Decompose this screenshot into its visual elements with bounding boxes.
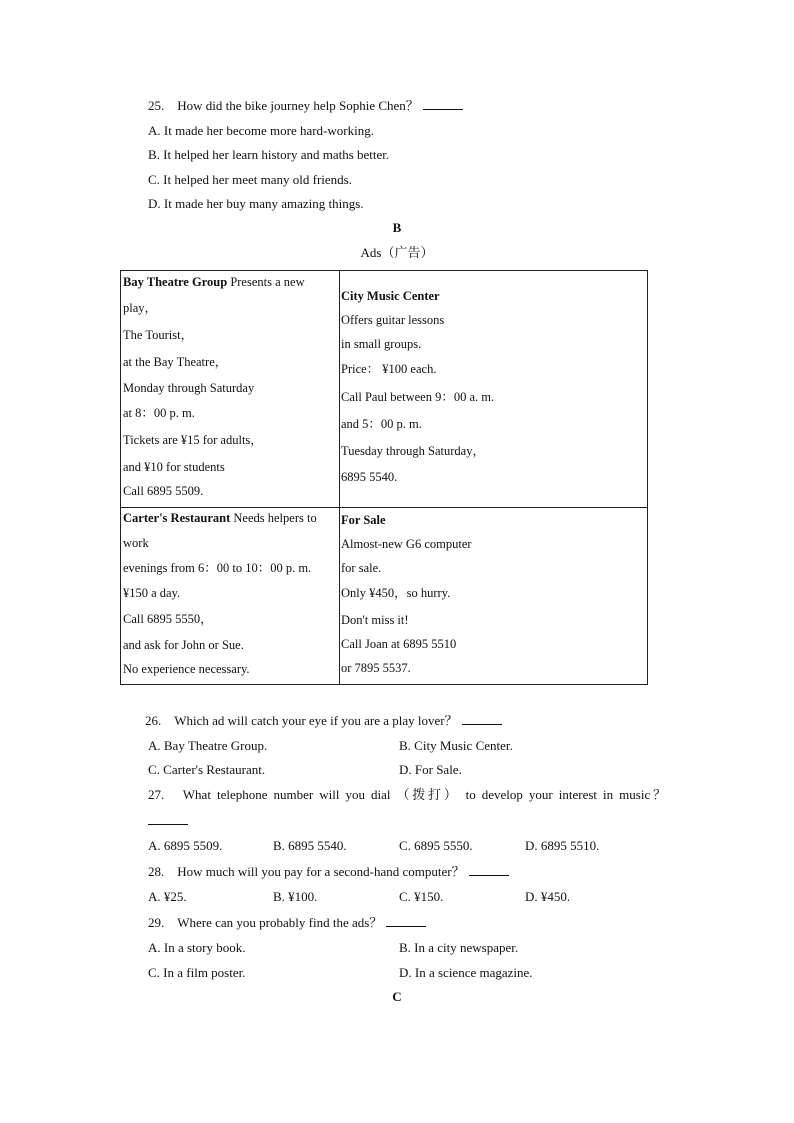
ad-carter-name: Carter's Restaurant (123, 511, 231, 525)
q29-option-c: C. In a film poster. (148, 965, 246, 980)
q27-option-c: C. 6895 5550. (399, 838, 473, 853)
q25-option-b: B. It helped her learn history and maths better. (148, 147, 390, 162)
answer-blank[interactable] (462, 712, 502, 725)
q27-answer-line (148, 812, 188, 829)
ad-bay-line: and ¥10 for students (123, 460, 225, 474)
q27-question: 27. What telephone number will you dial （拨打） to develop your interest in music？ (148, 787, 666, 802)
ad-bay-line: The Tourist， (123, 328, 194, 342)
ad-carter-line-1: Carter's Restaurant Needs helpers to (123, 511, 317, 525)
ad-music-line: Offers guitar lessons (341, 313, 445, 327)
q29-option-a: A. In a story book. (148, 940, 246, 955)
q25-question: 25. How did the bike journey help Sophie Chen？ (148, 97, 463, 114)
ad-carter-line: work (123, 536, 149, 550)
section-b-title: Ads（广告） (360, 245, 434, 260)
section-c-letter: C (392, 989, 402, 1004)
ads-table (120, 270, 648, 685)
q26-option-d: D. For Sale. (399, 762, 462, 777)
q26-question: 26. Which ad will catch your eye if you are a play lover？ (145, 712, 502, 729)
q26-option-b: B. City Music Center. (399, 738, 513, 753)
ad-sale-name: For Sale (341, 513, 386, 527)
ad-carter-line: ¥150 a day. (123, 586, 181, 600)
section-b-letter: B (392, 220, 402, 235)
q25-option-c: C. It helped her meet many old friends. (148, 172, 352, 187)
q28-question: 28. How much will you pay for a second-hand computer？ (148, 863, 509, 880)
answer-blank[interactable] (423, 97, 463, 110)
q27-option-b: B. 6895 5540. (273, 838, 347, 853)
table-divider-vertical (339, 271, 340, 684)
q28-option-a: A. ¥25. (148, 889, 187, 904)
ad-carter-line: and ask for John or Sue. (123, 638, 244, 652)
ad-bay-line: at the Bay Theatre， (123, 355, 228, 369)
ad-carter-line: evenings from 6：00 to 10：00 p. m. (123, 561, 312, 575)
table-divider-horizontal (121, 507, 647, 508)
q25-option-a: A. It made her become more hard-working. (148, 123, 374, 138)
answer-blank[interactable] (386, 914, 426, 927)
ad-music-name: City Music Center (341, 289, 440, 303)
ad-sale-line: Almost-new G6 computer (341, 537, 472, 551)
ad-bay-line: play， (123, 301, 158, 315)
q28-option-d: D. ¥450. (525, 889, 571, 904)
ad-carter-line: No experience necessary. (123, 662, 250, 676)
ad-music-line: Price： ¥100 each. (341, 362, 437, 376)
ad-bay-line: Tickets are ¥15 for adults， (123, 433, 263, 447)
ad-sale-line: for sale. (341, 561, 382, 575)
ad-sale-line: Call Joan at 6895 5510 (341, 637, 457, 651)
q27-option-d: D. 6895 5510. (525, 838, 600, 853)
ad-music-line: 6895 5540. (341, 470, 398, 484)
q29-option-b: B. In a city newspaper. (399, 940, 519, 955)
answer-blank[interactable] (148, 812, 188, 825)
ad-bay-line: Call 6895 5509. (123, 484, 204, 498)
q26-option-c: C. Carter's Restaurant. (148, 762, 266, 777)
ad-music-line: Call Paul between 9：00 a. m. (341, 390, 495, 404)
ad-music-line: Tuesday through Saturday， (341, 444, 485, 458)
ad-carter-line: Call 6895 5550， (123, 612, 213, 626)
ad-bay-name: Bay Theatre Group (123, 275, 228, 289)
q25-option-d: D. It made her buy many amazing things. (148, 196, 364, 211)
q28-option-b: B. ¥100. (273, 889, 318, 904)
answer-blank[interactable] (469, 863, 509, 876)
ad-music-line: in small groups. (341, 337, 422, 351)
ad-bay-line: at 8：00 p. m. (123, 406, 195, 420)
ad-bay-line-1: Bay Theatre Group Presents a new (123, 275, 305, 289)
ad-music-line: and 5：00 p. m. (341, 417, 422, 431)
q29-option-d: D. In a science magazine. (399, 965, 533, 980)
q29-question: 29. Where can you probably find the ads？ (148, 914, 426, 931)
q26-option-a: A. Bay Theatre Group. (148, 738, 268, 753)
q28-option-c: C. ¥150. (399, 889, 444, 904)
ad-sale-line: or 7895 5537. (341, 661, 411, 675)
q27-option-a: A. 6895 5509. (148, 838, 223, 853)
ad-sale-line: Only ¥450，so hurry. (341, 586, 451, 600)
ad-sale-line: Don't miss it! (341, 613, 409, 627)
ad-bay-line: Monday through Saturday (123, 381, 255, 395)
